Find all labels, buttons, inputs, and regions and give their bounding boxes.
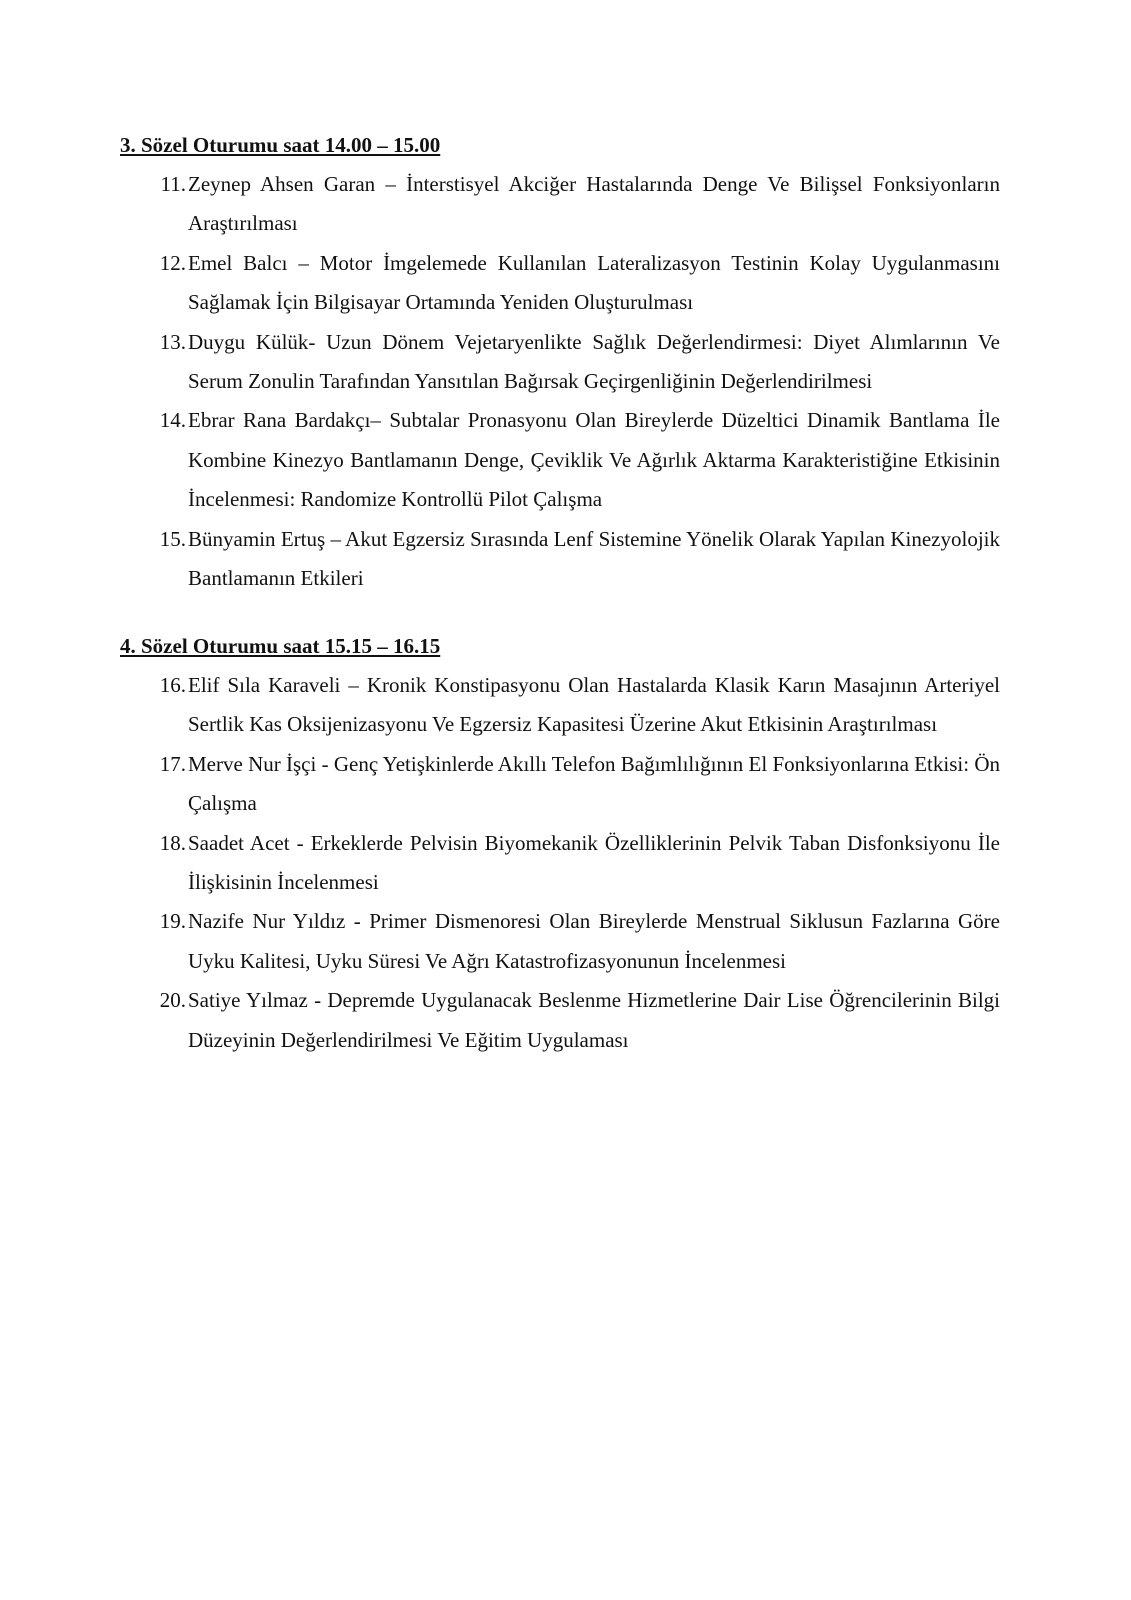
- item-number: 18.: [159, 830, 186, 855]
- item-text: Elif Sıla Karaveli – Kronik Konstipasyonu Olan Hastalarda Klasik Karın Masajının Arteriyel Sertlik Kas Oksijenizasyonu Ve Egzersiz Kapasitesi Üzerine Akut Etkisinin Araştırılması: [188, 673, 1000, 737]
- list-item: [120, 244, 1000, 323]
- item-text: Satiye Yılmaz - Depremde Uygulanacak Beslenme Hizmetlerine Dair Lise Öğrencilerinin Bilgi Düzeyinin Değerlendirilmesi Ve Eğitim Uygulaması: [188, 988, 1000, 1052]
- item-number: 14.: [159, 408, 186, 433]
- item-text: Bünyamin Ertuş – Akut Egzersiz Sırasında Lenf Sistemine Yönelik Olarak Yapılan Kinezyolojik Bantlamanın Etkileri: [188, 526, 1000, 591]
- item-number: 11.: [160, 172, 186, 196]
- list-item: [120, 745, 1000, 824]
- item-number: 20.: [159, 988, 186, 1013]
- list-item: [120, 323, 1000, 402]
- presentation-list: [120, 165, 1000, 598]
- item-text: Duygu Külük- Uzun Dönem Vejetaryenlikte Sağlık Değerlendirmesi: Diyet Alımlarının Ve Serum Zonulin Tarafından Yansıtılan Bağırsak Geçirgenliğinin Değerlendirilmesi: [188, 329, 1000, 394]
- item-number: 12.: [159, 250, 186, 275]
- item-number: 17.: [159, 751, 186, 776]
- item-number: 15.: [159, 526, 186, 551]
- item-text: Merve Nur İşçi - Genç Yetişkinlerde Akıllı Telefon Bağımlılığının El Fonksiyonlarına Etkisi: Ön Çalışma: [188, 751, 1000, 816]
- list-item: [120, 401, 1000, 519]
- session-title: 4. Sözel Oturumu saat 15.15 – 16.15: [120, 634, 441, 658]
- item-text: Zeynep Ahsen Garan – İnterstisyel Akciğer Hastalarında Denge Ve Bilişsel Fonksiyonların Araştırılması: [188, 172, 1000, 236]
- session-title: 3. Sözel Oturumu saat 14.00 – 15.00: [120, 133, 441, 157]
- list-item: [120, 981, 1000, 1060]
- list-item: [120, 666, 1000, 745]
- item-text: Nazife Nur Yıldız - Primer Dismenoresi Olan Bireylerde Menstrual Siklusun Fazlarına Göre Uyku Kalitesi, Uyku Süresi Ve Ağrı Katastrofizasyonunun İncelenmesi: [188, 909, 1000, 973]
- session-4: [120, 627, 1000, 1060]
- item-number: 19.: [159, 909, 186, 934]
- item-number: 13.: [159, 329, 186, 354]
- list-item: [120, 902, 1000, 981]
- item-number: 16.: [159, 673, 186, 697]
- list-item: [120, 824, 1000, 903]
- presentation-list: [120, 666, 1000, 1060]
- item-text: Saadet Acet - Erkeklerde Pelvisin Biyomekanik Özelliklerinin Pelvik Taban Disfonksiyonu İle İlişkisinin İncelenmesi: [188, 830, 1000, 895]
- session-3: [120, 126, 1000, 598]
- item-text: Emel Balcı – Motor İmgelemede Kullanılan Lateralizasyon Testinin Kolay Uygulanmasını Sağlamak İçin Bilgisayar Ortamında Yeniden Oluşturulması: [188, 250, 1000, 315]
- list-item: [120, 165, 1000, 244]
- item-text: Ebrar Rana Bardakçı– Subtalar Pronasyonu Olan Bireylerde Düzeltici Dinamik Bantlama İle Kombine Kinezyo Bantlamanın Denge, Çeviklik Ve Ağırlık Aktarma Karakteristiğine Etkisinin İncelenmesi: Randomize Kontrollü Pilot Çalışma: [188, 408, 1000, 512]
- list-item: [120, 520, 1000, 599]
